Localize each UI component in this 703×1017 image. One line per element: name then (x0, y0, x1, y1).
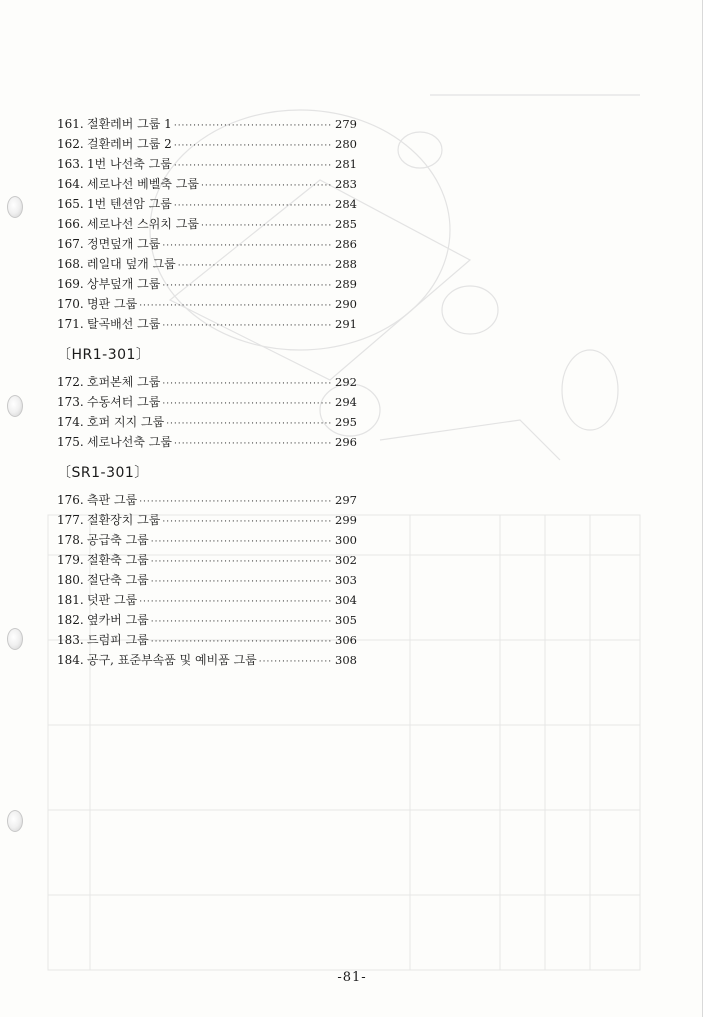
toc-entry (57, 314, 357, 334)
entry-number: 170. (57, 297, 84, 311)
leader-dots (259, 652, 333, 672)
entry-page: 285 (335, 217, 357, 231)
entry-title: 호퍼본체 그룹 (87, 375, 161, 389)
entry-page: 300 (335, 533, 357, 547)
toc-entry (57, 134, 357, 154)
entry-page: 299 (335, 513, 357, 527)
leader-dots (162, 394, 333, 414)
leader-dots (174, 136, 333, 156)
entry-title: 정면덮개 그룹 (87, 237, 161, 251)
toc-entry (57, 490, 357, 510)
entry-number: 184. (57, 653, 84, 667)
entry-title: 절환축 그룹 (87, 553, 149, 567)
toc-entry (57, 234, 357, 254)
leader-dots (151, 532, 333, 552)
leader-dots (174, 434, 333, 454)
leader-dots (139, 492, 333, 512)
entry-title: 1번 나선축 그룹 (87, 157, 172, 171)
entry-page: 302 (335, 553, 357, 567)
entry-number: 174. (57, 415, 84, 429)
entry-title: 명판 그룹 (87, 297, 138, 311)
leader-dots (139, 592, 333, 612)
entry-page: 288 (335, 257, 357, 271)
entry-number: 179. (57, 553, 84, 567)
entry-title: 공급축 그룹 (87, 533, 149, 547)
entry-number: 168. (57, 257, 84, 271)
entry-title: 덧판 그룹 (87, 593, 138, 607)
entry-title: 세로나선 베벨축 그룹 (87, 177, 199, 191)
table-of-contents (57, 114, 357, 670)
entry-number: 171. (57, 317, 84, 331)
entry-number: 183. (57, 633, 84, 647)
entry-page: 281 (335, 157, 357, 171)
leader-dots (162, 512, 333, 532)
entry-page: 290 (335, 297, 357, 311)
toc-entry (57, 114, 357, 134)
entry-page: 280 (335, 137, 357, 151)
entry-title: 레일대 덮개 그룹 (87, 257, 176, 271)
entry-number: 166. (57, 217, 84, 231)
entry-page: 292 (335, 375, 357, 389)
toc-entry (57, 432, 357, 452)
entry-page: 295 (335, 415, 357, 429)
entry-number: 178. (57, 533, 84, 547)
entry-page: 306 (335, 633, 357, 647)
entry-page: 303 (335, 573, 357, 587)
entry-page: 286 (335, 237, 357, 251)
toc-entry (57, 550, 357, 570)
leader-dots (174, 196, 333, 216)
entry-title: 공구, 표준부속품 및 예비품 그룹 (87, 653, 257, 667)
page-number: -81- (337, 970, 367, 985)
entry-title: 호퍼 지지 그룹 (87, 415, 165, 429)
entry-number: 163. (57, 157, 84, 171)
entry-title: 1번 텐션암 그룹 (87, 197, 172, 211)
entry-page: 308 (335, 653, 357, 667)
entry-number: 181. (57, 593, 84, 607)
entry-title: 절환레버 그룹 1 (87, 117, 172, 131)
leader-dots (166, 414, 333, 434)
leader-dots (151, 612, 333, 632)
toc-entry (57, 570, 357, 590)
toc-entry (57, 590, 357, 610)
entry-page: 296 (335, 435, 357, 449)
toc-entry (57, 630, 357, 650)
punch-hole (7, 628, 23, 650)
toc-entry (57, 510, 357, 530)
entry-title: 절환장치 그룹 (87, 513, 161, 527)
leader-dots (178, 256, 333, 276)
entry-page: 294 (335, 395, 357, 409)
entry-title: 상부덮개 그룹 (87, 277, 161, 291)
entry-title: 세로나선 스위치 그룹 (87, 217, 199, 231)
entry-title: 걸환레버 그룹 2 (87, 137, 172, 151)
leader-dots (162, 374, 333, 394)
entry-number: 173. (57, 395, 84, 409)
toc-entry (57, 194, 357, 214)
entry-number: 172. (57, 375, 84, 389)
leader-dots (151, 572, 333, 592)
entry-number: 165. (57, 197, 84, 211)
entry-page: 297 (335, 493, 357, 507)
punch-hole (7, 395, 23, 417)
punch-hole (7, 196, 23, 218)
entry-title: 옆카버 그룹 (87, 613, 149, 627)
toc-entry (57, 214, 357, 234)
entry-page: 279 (335, 117, 357, 131)
entry-title: 수동셔터 그룹 (87, 395, 161, 409)
section-heading: 〔SR1-301〕 (57, 465, 149, 481)
entry-number: 180. (57, 573, 84, 587)
entry-number: 175. (57, 435, 84, 449)
entry-title: 세로나선축 그룹 (87, 435, 172, 449)
toc-entry (57, 294, 357, 314)
toc-entry (57, 392, 357, 412)
entry-number: 177. (57, 513, 84, 527)
entry-number: 182. (57, 613, 84, 627)
toc-entry (57, 274, 357, 294)
leader-dots (151, 632, 333, 652)
section-heading: 〔HR1-301〕 (57, 347, 151, 363)
leader-dots (201, 216, 333, 236)
entry-number: 169. (57, 277, 84, 291)
toc-entry (57, 372, 357, 392)
toc-entry (57, 530, 357, 550)
leader-dots (139, 296, 333, 316)
entry-number: 176. (57, 493, 84, 507)
entry-page: 283 (335, 177, 357, 191)
leader-dots (162, 276, 333, 296)
entry-page: 304 (335, 593, 357, 607)
toc-group (57, 462, 357, 670)
entry-number: 164. (57, 177, 84, 191)
toc-entry (57, 412, 357, 432)
entry-title: 절단축 그룹 (87, 573, 149, 587)
entry-title: 드럼피 그룹 (87, 633, 149, 647)
entry-number: 162. (57, 137, 84, 151)
punch-hole (7, 810, 23, 832)
toc-group (57, 114, 357, 334)
entry-number: 167. (57, 237, 84, 251)
leader-dots (151, 552, 333, 572)
entry-page: 305 (335, 613, 357, 627)
entry-page: 291 (335, 317, 357, 331)
entry-number: 161. (57, 117, 84, 131)
toc-entry (57, 650, 357, 670)
toc-group (57, 344, 357, 452)
toc-entry (57, 154, 357, 174)
leader-dots (162, 236, 333, 256)
toc-entry (57, 174, 357, 194)
entry-page: 284 (335, 197, 357, 211)
entry-title: 탈곡배선 그룹 (87, 317, 161, 331)
leader-dots (162, 316, 333, 336)
leader-dots (201, 176, 333, 196)
entry-title: 측판 그룹 (87, 493, 138, 507)
toc-entry (57, 254, 357, 274)
entry-page: 289 (335, 277, 357, 291)
leader-dots (174, 156, 333, 176)
toc-entry (57, 610, 357, 630)
leader-dots (174, 116, 333, 136)
